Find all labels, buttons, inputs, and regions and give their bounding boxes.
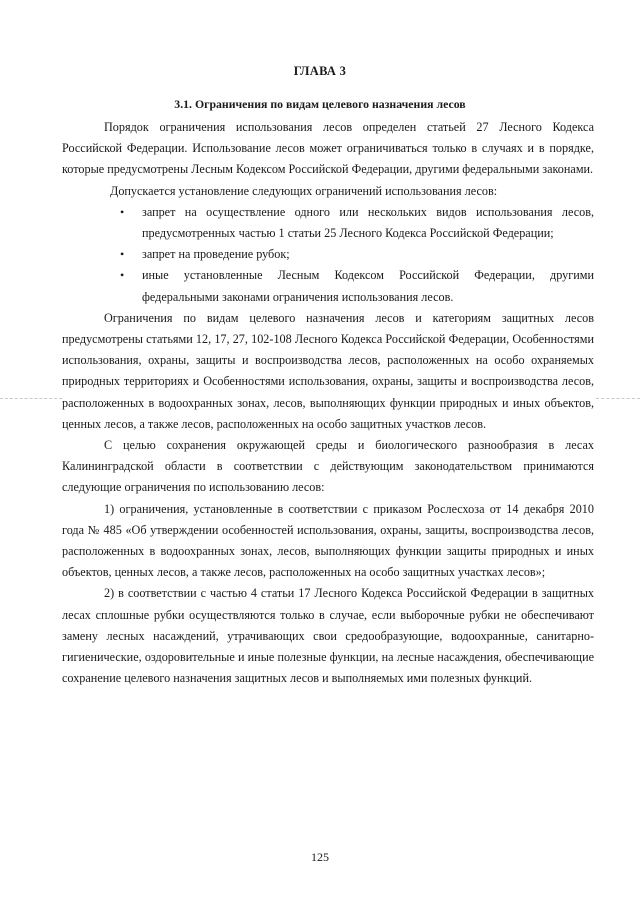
paragraph-2: Допускается установление следующих ограничений использования лесов: [110,183,498,198]
paragraph-3: Ограничения по видам целевого назначения лесов и категориям защитных лесов предусмотрены статьями 12, 17, 27, 102-108 Лесного Кодекса Российской Федерации, Особенностями использования, охраны, защиты и воспроизводства лесов, расположенных на особо охраняемых природных территориях и Особенностями использования, охраны, защиты и воспроизводства лесов, расположенных в водоохранных зонах, лесов, выполняющих функции природных и иных объектов, ценных лесов, а также лесов, расположенных на особо защитных участков лесов. [62,310,594,431]
list-item [120,202,594,244]
paragraph-4: С целью сохранения окружающей среды и биологического разнообразия в лесах Калининградской области в соответствии с действующим законодательством принимаются следующие ограничения по использованию лесов: [62,438,594,495]
restrictions-list [62,202,594,308]
bullet-icon: • [120,204,125,219]
paragraph-6: 2) в соответствии с частью 4 статьи 17 Лесного Кодекса Российской Федерации в защитных лесах сплошные рубки осуществляются только в случае, если выборочные рубки не обеспечивают замену лесных насаждений, утрачивающих свои средообразующие, водоохранные, санитарно-гигиенические, оздоровительные и иные полезные функции, на лесные насаждения, обеспечивающие сохранение целевого назначения защитных лесов и выполняемых ими полезных функций. [62,586,594,686]
bullet-icon: • [120,268,125,283]
page-number: 125 [311,850,329,864]
list-item-text: запрет на проведение рубок; [142,247,290,262]
list-item-text: запрет на осуществление одного или нескольких видов использования лесов, предусмотренных частью 1 статьи 25 Лесного Кодекса Российской Федерации; [142,204,594,241]
chapter-title: ГЛАВА 3 [293,64,347,78]
list-item-text: иные установленные Лесным Кодексом Российской Федерации, другими федеральными законами ограничения использования лесов. [142,268,594,304]
bullet-icon: • [120,247,125,262]
section-title: 3.1. Ограничения по видам целевого назначения лесов [174,97,466,111]
list-item [120,265,594,307]
paragraph-1: Порядок ограничения использования лесов определен статьей 27 Лесного Кодекса Российской Федерации. Использование лесов может ограничиваться только в случаях и в порядке, которые предусмотрены Лесным Кодексом Российской Федерации, другими федеральными законами. [62,120,594,177]
document-body [62,117,594,689]
scan-fold-line [596,398,640,399]
scan-fold-line [0,398,62,399]
list-item [120,244,594,265]
paragraph-5: 1) ограничения, установленные в соответствии с приказом Рослесхоза от 14 декабря 2010 года № 485 «Об утверждении особенностей использования, охраны, защиты, воспроизводства лесов, расположенных в водоохранных зонах, лесов, выполняющих функции защиты природных и иных объектов, ценных лесов, а также лесов, расположенных на особо защитных участках лесов»; [62,501,594,580]
